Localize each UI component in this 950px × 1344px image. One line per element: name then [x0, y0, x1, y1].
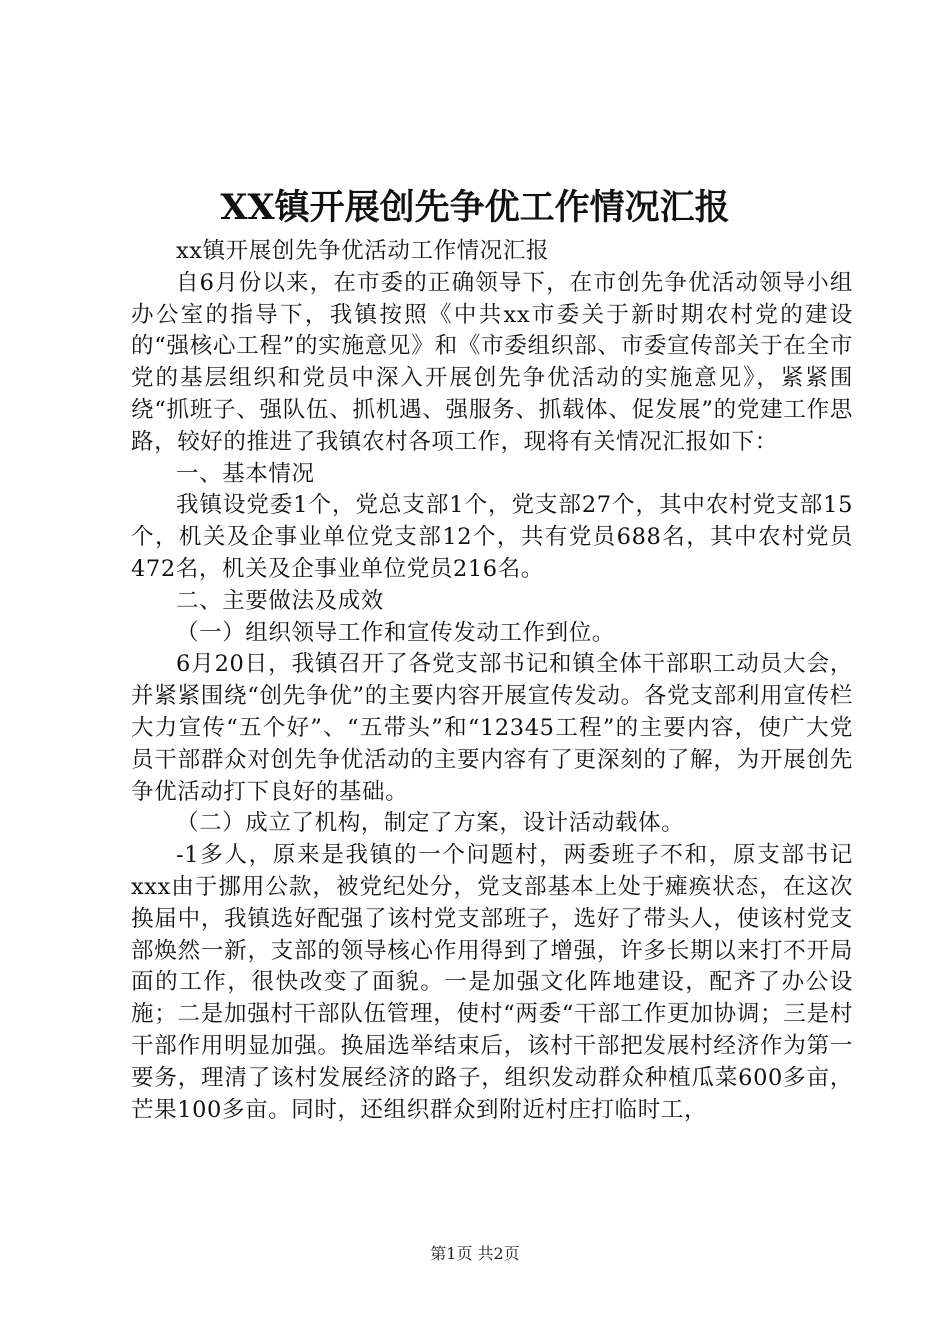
- document-body: [131, 236, 853, 1126]
- section-heading-methods: 二、主要做法及成效: [176, 587, 384, 614]
- subtitle-paragraph: xx镇开展创先争优活动工作情况汇报: [176, 238, 550, 264]
- intro-paragraph: 自6月份以来，在市委的正确领导下，在市创先争优活动领导小组办公室的指导下，我镇按照《中共xx市委关于新时期农村党的建设的“强核心工程”的实施意见》和《市委组织部、市委宣传部关于在全市党的基层组织和党员中深入开展创先争优活动的实施意见》，紧紧围绕“抓班子、强队伍、抓机遇、强服务、抓载体、促发展”的党建工作思路，较好的推进了我镇农村各项工作，现将有关情况汇报如下：: [131, 269, 853, 455]
- basic-info-paragraph: 我镇设党委1个，党总支部1个，党支部27个，其中农村党支部15个，机关及企事业单位党支部12个，共有党员688名，其中农村党员472名，机关及企事业单位党员216名。: [131, 492, 853, 582]
- body-paragraph-2: -1多人，原来是我镇的一个问题村，两委班子不和，原支部书记xxx由于挪用公款，被党纪处分，党支部基本上处于瘫痪状态，在这次换届中，我镇选好配强了该村党支部班子，选好了带头人，使该村党支部焕然一新，支部的领导核心作用得到了增强，许多长期以来打不开局面的工作，很快改变了面貌。一是加强文化阵地建设，配齐了办公设施；二是加强村干部队伍管理，使村“两委“干部工作更加协调；三是村干部作用明显加强。换届选举结束后，该村干部把发展村经济作为第一要务，理清了该村发展经济的路子，组织发动群众种植瓜菜600多亩，芒果100多亩。同时，还组织群众到附近村庄打临时工，: [131, 842, 853, 1123]
- subsection-heading-2: （二）成立了机构，制定了方案，设计活动载体。: [176, 810, 685, 837]
- page-footer: 第1页 共2页: [430, 1244, 520, 1263]
- document-title: XX镇开展创先争优工作情况汇报: [220, 187, 730, 228]
- subsection-heading-1: （一）组织领导工作和宣传发动工作到位。: [176, 619, 615, 646]
- body-paragraph-1: 6月20日，我镇召开了各党支部书记和镇全体干部职工动员大会，并紧紧围绕“创先争优”的主要内容开展宣传发动。各党支部利用宣传栏大力宣传“五个好”、“五带头”和“12345工程”的主要内容，使广大党员干部群众对创先争优活动的主要内容有了更深刻的了解，为开展创先争优活动打下良好的基础。: [131, 651, 853, 805]
- section-heading-basic: 一、基本情况: [176, 460, 315, 487]
